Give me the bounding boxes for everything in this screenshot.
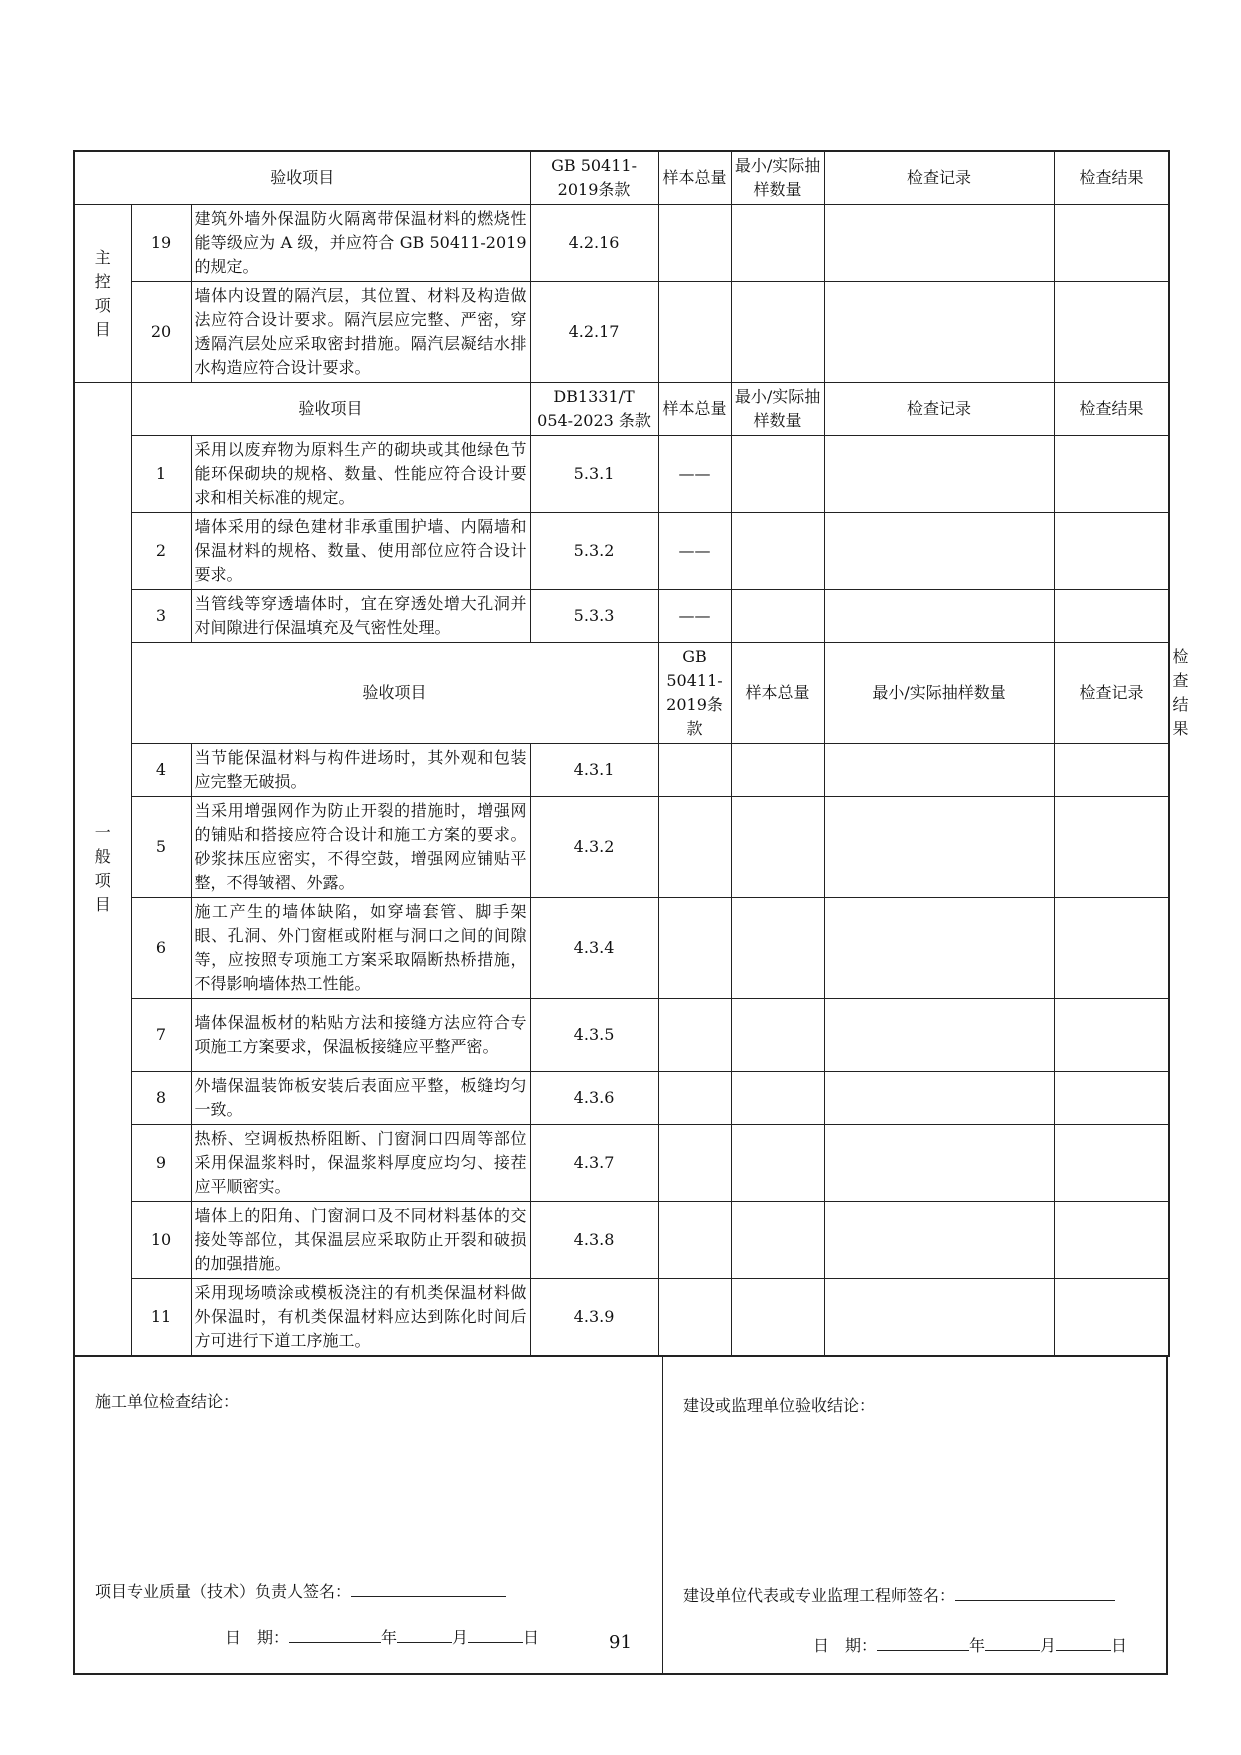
item-clause: 4.3.2 [530, 797, 658, 898]
inspection-record-cell[interactable] [824, 1072, 1054, 1125]
table-row [74, 1202, 1169, 1279]
sampling-cell[interactable] [731, 898, 824, 999]
sample-total-cell[interactable] [658, 898, 731, 999]
table-row [74, 205, 1169, 282]
month-label: 月 [1040, 1636, 1057, 1655]
item-number: 6 [131, 898, 191, 999]
supervision-signature-row [683, 1583, 1115, 1606]
item-clause: 4.3.8 [530, 1202, 658, 1279]
sampling-cell[interactable] [731, 1202, 824, 1279]
table-row [74, 999, 1169, 1072]
inspection-record-cell[interactable] [824, 744, 1054, 797]
inspection-result-cell[interactable] [1054, 205, 1169, 282]
item-clause: 4.3.1 [530, 744, 658, 797]
item-clause: 4.2.16 [530, 205, 658, 282]
inspection-record-cell[interactable] [824, 436, 1054, 513]
supervision-signature-line[interactable] [955, 1584, 1115, 1601]
item-number: 8 [131, 1072, 191, 1125]
construction-conclusion-title: 施工单位检查结论： [95, 1392, 240, 1411]
table-row [74, 590, 1169, 643]
item-number: 7 [131, 999, 191, 1072]
item-description: 墙体上的阳角、门窗洞口及不同材料基体的交接处等部位，其保温层应采取防止开裂和破损的加强措施。 [191, 1202, 530, 1279]
sampling-cell[interactable] [731, 797, 824, 898]
item-description: 墙体采用的绿色建材非承重围护墙、内隔墙和保温材料的规格、数量、使用部位应符合设计要求。 [191, 513, 530, 590]
sampling-cell[interactable] [731, 513, 824, 590]
sampling-cell[interactable] [731, 1072, 824, 1125]
header-sample-total: 样本总量 [731, 643, 824, 744]
sample-total-cell[interactable]: —— [658, 436, 731, 513]
inspection-result-cell[interactable] [1054, 797, 1169, 898]
acceptance-table [73, 150, 1189, 1357]
inspection-record-cell[interactable] [824, 797, 1054, 898]
item-description: 当采用增强网作为防止开裂的措施时，增强网的铺贴和搭接应符合设计和施工方案的要求。砂浆抹压应密实，不得空鼓，增强网应铺贴平整，不得皱褶、外露。 [191, 797, 530, 898]
sample-total-cell[interactable] [658, 999, 731, 1072]
table-row [74, 1072, 1169, 1125]
sample-total-cell[interactable] [658, 797, 731, 898]
item-clause: 4.3.9 [530, 1279, 658, 1357]
item-description: 当管线等穿透墙体时，宜在穿透处增大孔洞并对间隙进行保温填充及气密性处理。 [191, 590, 530, 643]
table-row [74, 797, 1169, 898]
sampling-cell[interactable] [731, 205, 824, 282]
item-description: 采用以废弃物为原料生产的砌块或其他绿色节能环保砌块的规格、数量、性能应符合设计要求和相关标准的规定。 [191, 436, 530, 513]
table-row [74, 898, 1169, 999]
inspection-record-cell[interactable] [824, 1125, 1054, 1202]
inspection-result-cell[interactable] [1054, 282, 1169, 383]
inspection-result-cell[interactable] [1054, 1279, 1169, 1357]
sample-total-cell[interactable] [658, 1125, 731, 1202]
header-sampling: 最小/实际抽样数量 [731, 151, 824, 205]
table-header-row: 验收项目 GB 50411-2019条款 样本总量 最小/实际抽样数量 检查记录 检查结果 [74, 643, 1169, 744]
sample-total-cell[interactable] [658, 205, 731, 282]
item-number: 5 [131, 797, 191, 898]
item-number: 1 [131, 436, 191, 513]
table-row [74, 744, 1169, 797]
item-clause: 5.3.1 [530, 436, 658, 513]
inspection-record-cell[interactable] [824, 282, 1054, 383]
header-clause: DB1331/T 054-2023 条款 [530, 383, 658, 436]
header-result: 检查结果 [1054, 151, 1169, 205]
header-sampling: 最小/实际抽样数量 [731, 383, 824, 436]
month-label: 月 [452, 1628, 469, 1647]
header-item: 验收项目 [74, 151, 530, 205]
table-row [74, 282, 1169, 383]
category-general: 一般项目 [74, 383, 131, 1357]
item-description: 建筑外墙外保温防火隔离带保温材料的燃烧性能等级应为 A 级，并应符合 GB 50411-2019 的规定。 [191, 205, 530, 282]
supervision-conclusion-title: 建设或监理单位验收结论： [683, 1396, 876, 1415]
header-sample-total: 样本总量 [658, 151, 731, 205]
sample-total-cell[interactable] [658, 744, 731, 797]
inspection-result-cell[interactable] [1054, 436, 1169, 513]
year-label: 年 [381, 1628, 398, 1647]
inspection-result-cell[interactable] [1054, 1202, 1169, 1279]
item-clause: 4.3.6 [530, 1072, 658, 1125]
item-number: 10 [131, 1202, 191, 1279]
sample-total-cell[interactable]: —— [658, 513, 731, 590]
sampling-cell[interactable] [731, 436, 824, 513]
table-row [74, 436, 1169, 513]
inspection-result-cell[interactable] [1054, 590, 1169, 643]
date-label: 日 期： [225, 1628, 290, 1647]
item-description: 墙体保温板材的粘贴方法和接缝方法应符合专项施工方案要求，保温板接缝应平整严密。 [191, 999, 530, 1072]
acceptance-sheet [73, 150, 1189, 1675]
construction-signature-line[interactable] [351, 1580, 506, 1597]
item-description: 外墙保温装饰板安装后表面应平整，板缝均匀一致。 [191, 1072, 530, 1125]
year-label: 年 [969, 1636, 986, 1655]
inspection-result-cell[interactable] [1054, 1072, 1169, 1125]
conclusion-section [73, 1357, 1168, 1675]
item-number: 9 [131, 1125, 191, 1202]
sampling-cell[interactable] [731, 999, 824, 1072]
sample-total-cell[interactable] [658, 282, 731, 383]
table-header-row [74, 151, 1169, 205]
header-clause: GB 50411-2019条款 [658, 643, 731, 744]
item-number: 4 [131, 744, 191, 797]
sampling-cell[interactable] [731, 590, 824, 643]
table-row [74, 1125, 1169, 1202]
item-clause: 5.3.2 [530, 513, 658, 590]
item-clause: 4.3.4 [530, 898, 658, 999]
sampling-cell[interactable] [731, 1279, 824, 1357]
inspection-record-cell[interactable] [824, 205, 1054, 282]
sample-total-cell[interactable]: —— [658, 590, 731, 643]
date-label: 日 期： [813, 1636, 878, 1655]
page-number: 91 [609, 1632, 632, 1653]
item-number: 20 [131, 282, 191, 383]
inspection-result-cell[interactable] [1054, 999, 1169, 1072]
item-number: 2 [131, 513, 191, 590]
inspection-record-cell[interactable] [824, 999, 1054, 1072]
inspection-result-cell[interactable] [1054, 744, 1169, 797]
inspection-record-cell[interactable] [824, 1202, 1054, 1279]
supervision-conclusion [663, 1357, 1166, 1673]
table-row [74, 1279, 1169, 1357]
item-description: 热桥、空调板热桥阻断、门窗洞口四周等部位采用保温浆料时，保温浆料厚度应均匀、接茬应平顺密实。 [191, 1125, 530, 1202]
sample-total-cell[interactable] [658, 1072, 731, 1125]
day-label: 日 [1111, 1636, 1128, 1655]
sampling-cell[interactable] [731, 282, 824, 383]
item-number: 3 [131, 590, 191, 643]
category-main-control: 主控项目 [74, 205, 131, 383]
sample-total-cell[interactable] [658, 1202, 731, 1279]
construction-signature-label: 项目专业质量（技术）负责人签名： [95, 1582, 352, 1601]
item-description: 当节能保温材料与构件进场时，其外观和包装应完整无破损。 [191, 744, 530, 797]
item-clause: 5.3.3 [530, 590, 658, 643]
item-clause: 4.3.5 [530, 999, 658, 1072]
inspection-record-cell[interactable] [824, 898, 1054, 999]
inspection-record-cell[interactable] [824, 513, 1054, 590]
construction-signature-row [95, 1579, 506, 1602]
item-description: 墙体内设置的隔汽层，其位置、材料及构造做法应符合设计要求。隔汽层应完整、严密，穿透隔汽层处应采取密封措施。隔汽层凝结水排水构造应符合设计要求。 [191, 282, 530, 383]
sample-total-cell[interactable] [658, 1279, 731, 1357]
inspection-result-cell[interactable] [1054, 1125, 1169, 1202]
inspection-record-cell[interactable] [824, 1279, 1054, 1357]
header-result: 检查结果 [1054, 383, 1169, 436]
supervision-signature-label: 建设单位代表或专业监理工程师签名： [683, 1586, 956, 1605]
item-description: 采用现场喷涂或模板浇注的有机类保温材料做外保温时，有机类保温材料应达到陈化时间后方可进行下道工序施工。 [191, 1279, 530, 1357]
sampling-cell[interactable] [731, 1125, 824, 1202]
day-label: 日 [523, 1628, 540, 1647]
header-clause: GB 50411-2019条款 [530, 151, 658, 205]
inspection-result-cell[interactable] [1054, 898, 1169, 999]
header-record: 检查记录 [824, 151, 1054, 205]
header-item: 验收项目 [131, 383, 530, 436]
header-record: 检查记录 [824, 383, 1054, 436]
table-row [74, 513, 1169, 590]
table-header-row [74, 383, 1169, 436]
sampling-cell[interactable] [731, 744, 824, 797]
inspection-result-cell[interactable] [1054, 513, 1169, 590]
item-description: 施工产生的墙体缺陷，如穿墙套管、脚手架眼、孔洞、外门窗框或附框与洞口之间的间隙等，应按照专项施工方案采取隔断热桥措施，不得影响墙体热工性能。 [191, 898, 530, 999]
header-sample-total: 样本总量 [658, 383, 731, 436]
inspection-record-cell[interactable] [824, 590, 1054, 643]
header-item: 验收项目 [131, 643, 658, 744]
header-record: 检查记录 [1054, 643, 1169, 744]
item-number: 11 [131, 1279, 191, 1357]
header-sampling: 最小/实际抽样数量 [824, 643, 1054, 744]
item-number: 19 [131, 205, 191, 282]
item-clause: 4.2.17 [530, 282, 658, 383]
construction-conclusion [75, 1357, 663, 1673]
item-clause: 4.3.7 [530, 1125, 658, 1202]
